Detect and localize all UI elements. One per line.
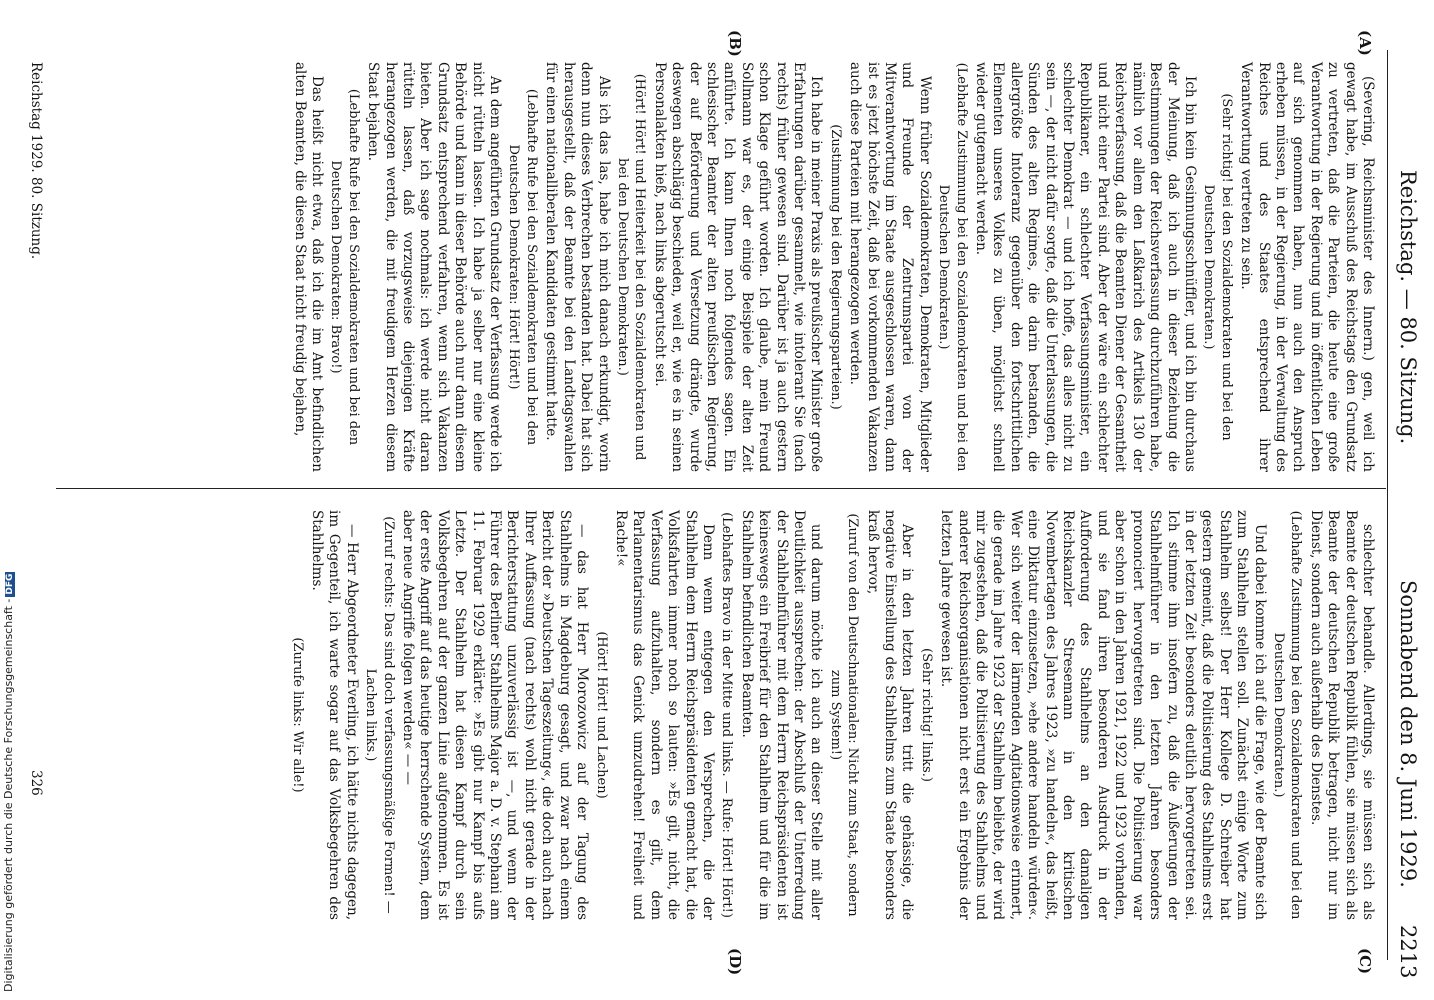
footer-right: 326 [28,770,44,796]
margin-mark-b: (B) [726,30,744,57]
header-right: Sonnabend den 8. Juni 1929. [1396,580,1420,888]
paragraph: Aber in den letzten Jahren tritt die gehässige, die negative Einstellung des Stahlhelms zum Staate besonders kraß hervor, [864,510,916,920]
interjection: (Sehr richtig! links.) [918,648,934,782]
interjection: (Lebhaftes Bravo in der Mitte und links. — Rufe: Hört! Hört!) [719,512,735,918]
dfg-logo: DFG [5,573,15,595]
margin-mark-d: (D) [726,948,744,976]
header-left: Reichstag. — 80. Sitzung. [1396,170,1420,445]
interjection: (Lebhafte Zustimmung bei den Sozialdemokraten und bei den Deutschen Demokraten.) [936,62,969,472]
column-divider [56,488,1386,489]
interjection: (Lebhafte Zustimmung bei den Sozialdemokraten und bei den Deutschen Demokraten.) [1270,510,1304,920]
paragraph: An dem angeführten Grundsatz der Verfassung werde ich nicht rütteln lassen. Ich habe ja selber nur eine kleine Behörde und kann in dieser Behörde auch nur dann diesem Grundsatz entsprechend verfahren, wenn sich Vakanzen bieten. Aber ich sage nochmals: ich werde nicht daran rütteln lassen, daß vorzugsweise diejenigen Kräfte herangezogen werden, die mit freudigem Herzen diesem Staat bejahen. [365,62,504,472]
interjection: (Lebhafte Rufe bei den Sozialdemokraten und bei den Deutschen Demokraten: Hört! Hört!) [506,88,539,446]
paragraph: Ich bin kein Gesinnungsschnüffler, und ich bin durchaus der Meinung, daß ich auch in dieser Beziehung die Bestimmungen der Reichsverfassung durchzuführen habe, nämlich vor allem den Laßkarich des Artikels 130 der Reichsverfassung, daß die Beamten Diener der Gesamtheit und nicht einer Partei sind. Aber der wäre ein schlechter Republikaner, ein schlechter Verfassungsminister, ein schlechter Demokrat — und ich hoffe, das alles nicht zu sein —, der nicht dafür sorgte, daß die Unterlassungen, die Sünden des alten Regimes, die darin bestanden, die allergrößte Intoleranz gegenüber den fortschrittlichen Elementen unseres Volkes zu üben, möglichst schnell wieder gutgemacht werden. [973,62,1198,472]
paragraph: Das heißt nicht etwa, daß ich die im Amt befindlichen alten Beamten, die diesen Staat nicht freudig bejahen, [291,62,326,472]
digitization-credit [2,0,15,992]
paragraph: — Herr Abgeordneter Everling, ich hätte nichts dagegen, im Gegenteil, ich warte sogar auf das Volksbegehren des Stahlhelms. [309,510,360,920]
interjection: (Zuruf von den Deutschnationalen: Nicht zum Staat, sondern zum System!) [827,513,861,917]
page-header [1380,20,1420,980]
interjection: (Zurufe links: Wir alle!) [289,637,305,793]
right-column [286,510,1376,920]
header-rule [1387,50,1388,960]
interjection: (Lebhafte Rufe bei den Sozialdemokraten und bei den Deutschen Demokraten: Bravo!) [328,88,361,446]
margin-mark-a: (A) [1356,30,1374,56]
paragraph: — das hat Herr Morozowicz auf der Tagung des Stahlhelms in Magdeburg gesagt, und zwar nach einem Bericht der »Deutschen Tageszeitung«, die doch auch nach Ihrer Auffassung (nach rechts) wohl nicht gerade in der Berichterstattung unzuverlässig ist —, und wenn der Führer des Berliner Stahlhelms Major a. D. v. Stephani am 11. Februar 1929 erklärte: »Es gibt nur Kampf bis aufs Letzte. Der Stahlhelm hat diesen Kampf durch sein Volksbegehren auf der ganzen Linie aufgenommen. Es ist der erste Angriff auf das heutige herrschende System, dem aber neue Angriffe folgen werden« — — [400,510,591,920]
paragraph: Als ich das las, habe ich mich danach erkundigt, worin denn nun dieses Verbrechen bestanden hat. Dabei hat sich herausgestellt, daß der Beamte bei den Landtagswahlen für einen nationalliberalen Kandidaten gestimmt hatte. [543,62,612,472]
interjection: (Zustimmung bei den Regierungsparteien.) [827,124,843,410]
paragraph: Ich habe in meiner Praxis als preußischer Minister große Erfahrungen darüber gesammelt, wie intolerant Sie (nach rechts) früher gewesen sind. Darüber ist ja auch gestern schon Klage geführt worden. Ich glaube, mein Freund Sollmann war es, der einige Beispiele der alten Zeit anführte. Ich kann Ihnen noch folgendes sagen. Ein schlesischer Beamter der alten preußischen Regierung, der auf Beförderung und Versetzung drängte, wurde deswegen abschlägig beschieden, weil er, wie es in seinen Personalakten hieß, nach links abgerutscht sei. [651,62,825,472]
paragraph: und darum möchte ich auch an dieser Stelle mit aller Deutlichkeit aussprechen: der Abschluß der Unterredung der Stahlhelmführer mit dem Herrn Reichspräsidenten ist keineswegs ein Freibrief für den Stahlhelm und für die im Stahlhelm befindlichen Beamten. [738,510,825,920]
paragraph: Und dabei komme ich auf die Frage, wie der Beamte sich zum Stahlhelm stellen soll. Zunächst einige Worte zum Stahlhelm selbst! Der Herr Kollege D. Schreiber hat gestern gemeint, daß die Politisierung des Stahlhelms erst in der letzten Zeit besonders deutlich hervorgetreten sei. Ich stimme ihm insofern zu, daß die Äußerungen der Stahlhelmführer in den letzten Jahren besonders prononciert hervorgetreten sind. Die Politisierung war aber schon in den Jahren 1921, 1922 und 1923 vorhanden, und sie fand ihren besonderen Ausdruck in der Aufforderung des Stahlhelms an den damaligen Reichskanzler Stresemann in den kritischen Novembertagen des Jahres 1923, »zu handeln«, das heißt, eine Diktatur einzusetzen, »ehe andere handeln würden«. Wer sich weiter der lärmenden Agitationsweise erinnert, die gerade im Jahre 1923 der Stahlhelm beliebte, der wird mir zugestehen, daß die Politisierung des Stahlhelms und anderer Reichsorganisationen nicht erst ein Ergebnis der letzten Jahre gewesen ist. [938,510,1268,920]
interjection: (Zuruf rechts: Das sind doch verfassungsmäßige Formen! — Lachen links.) [363,516,396,914]
interjection: (Hört! Hört! und Lachen) [593,631,609,799]
interjection: (Hört! Hört! und Heiterkeit bei den Sozialdemokraten und bei den Deutschen Demokraten.) [614,73,648,461]
paragraph: (Severing, Reichsminister des Innern.) gen, weil ich gewagt habe, im Ausschuß des Reichstags den Grundsatz zu vertreten, daß die Parteien, die heute eine große Verantwortung in der Regierung und im öffentlichen Leben auf sich genommen haben, nun auch den Anspruch erheben müssen, in der Regierung, in der Verwaltung des Reiches und des Staates entsprechend ihrer Verantwortung vertreten zu sein. [1238,62,1376,472]
paragraph: Wenn früher Sozialdemokraten, Demokraten, Mitglieder und Freunde der Zentrumspartei von der Mitverantwortung im Staate ausgeschlossen waren, dann ist es jetzt höchste Zeit, daß bei vorkommenden Vakanzen auch diese Parteien mit herangezogen werden. [847,62,933,472]
interjection: (Sehr richtig! bei den Sozialdemokraten und bei den Deutschen Demokraten.) [1201,93,1234,441]
paragraph: Denn wenn entgegen den Versprechen, die der Stahlhelm dem Herrn Reichspräsidenten gemacht hat, die Volksfahrten immer noch so lauten: »Es gilt, nicht, die Verfassung aufzuhalten, sondern es gilt, dem Parlamentarismus das Genick umzudrehen! Freiheit und Rache!« [612,510,716,920]
left-column [288,62,1376,472]
credit-text: Digitalisierung gefördert durch die Deutsche Forschungsgemeinschaft - [2,598,15,992]
page-number: 2213 [1396,925,1420,979]
footer-left: Reichstag 1929. 80. Sitzung. [28,62,44,260]
margin-mark-c: (C) [1356,948,1374,975]
paragraph: schlechter behandle. Allerdings, sie müssen sich als Beamte der deutschen Republik fühlen, sie müssen sich als Beamte der deutschen Republik betragen, nicht nur im Dienst, sondern auch außerhalb des Dienstes. [1307,510,1376,920]
